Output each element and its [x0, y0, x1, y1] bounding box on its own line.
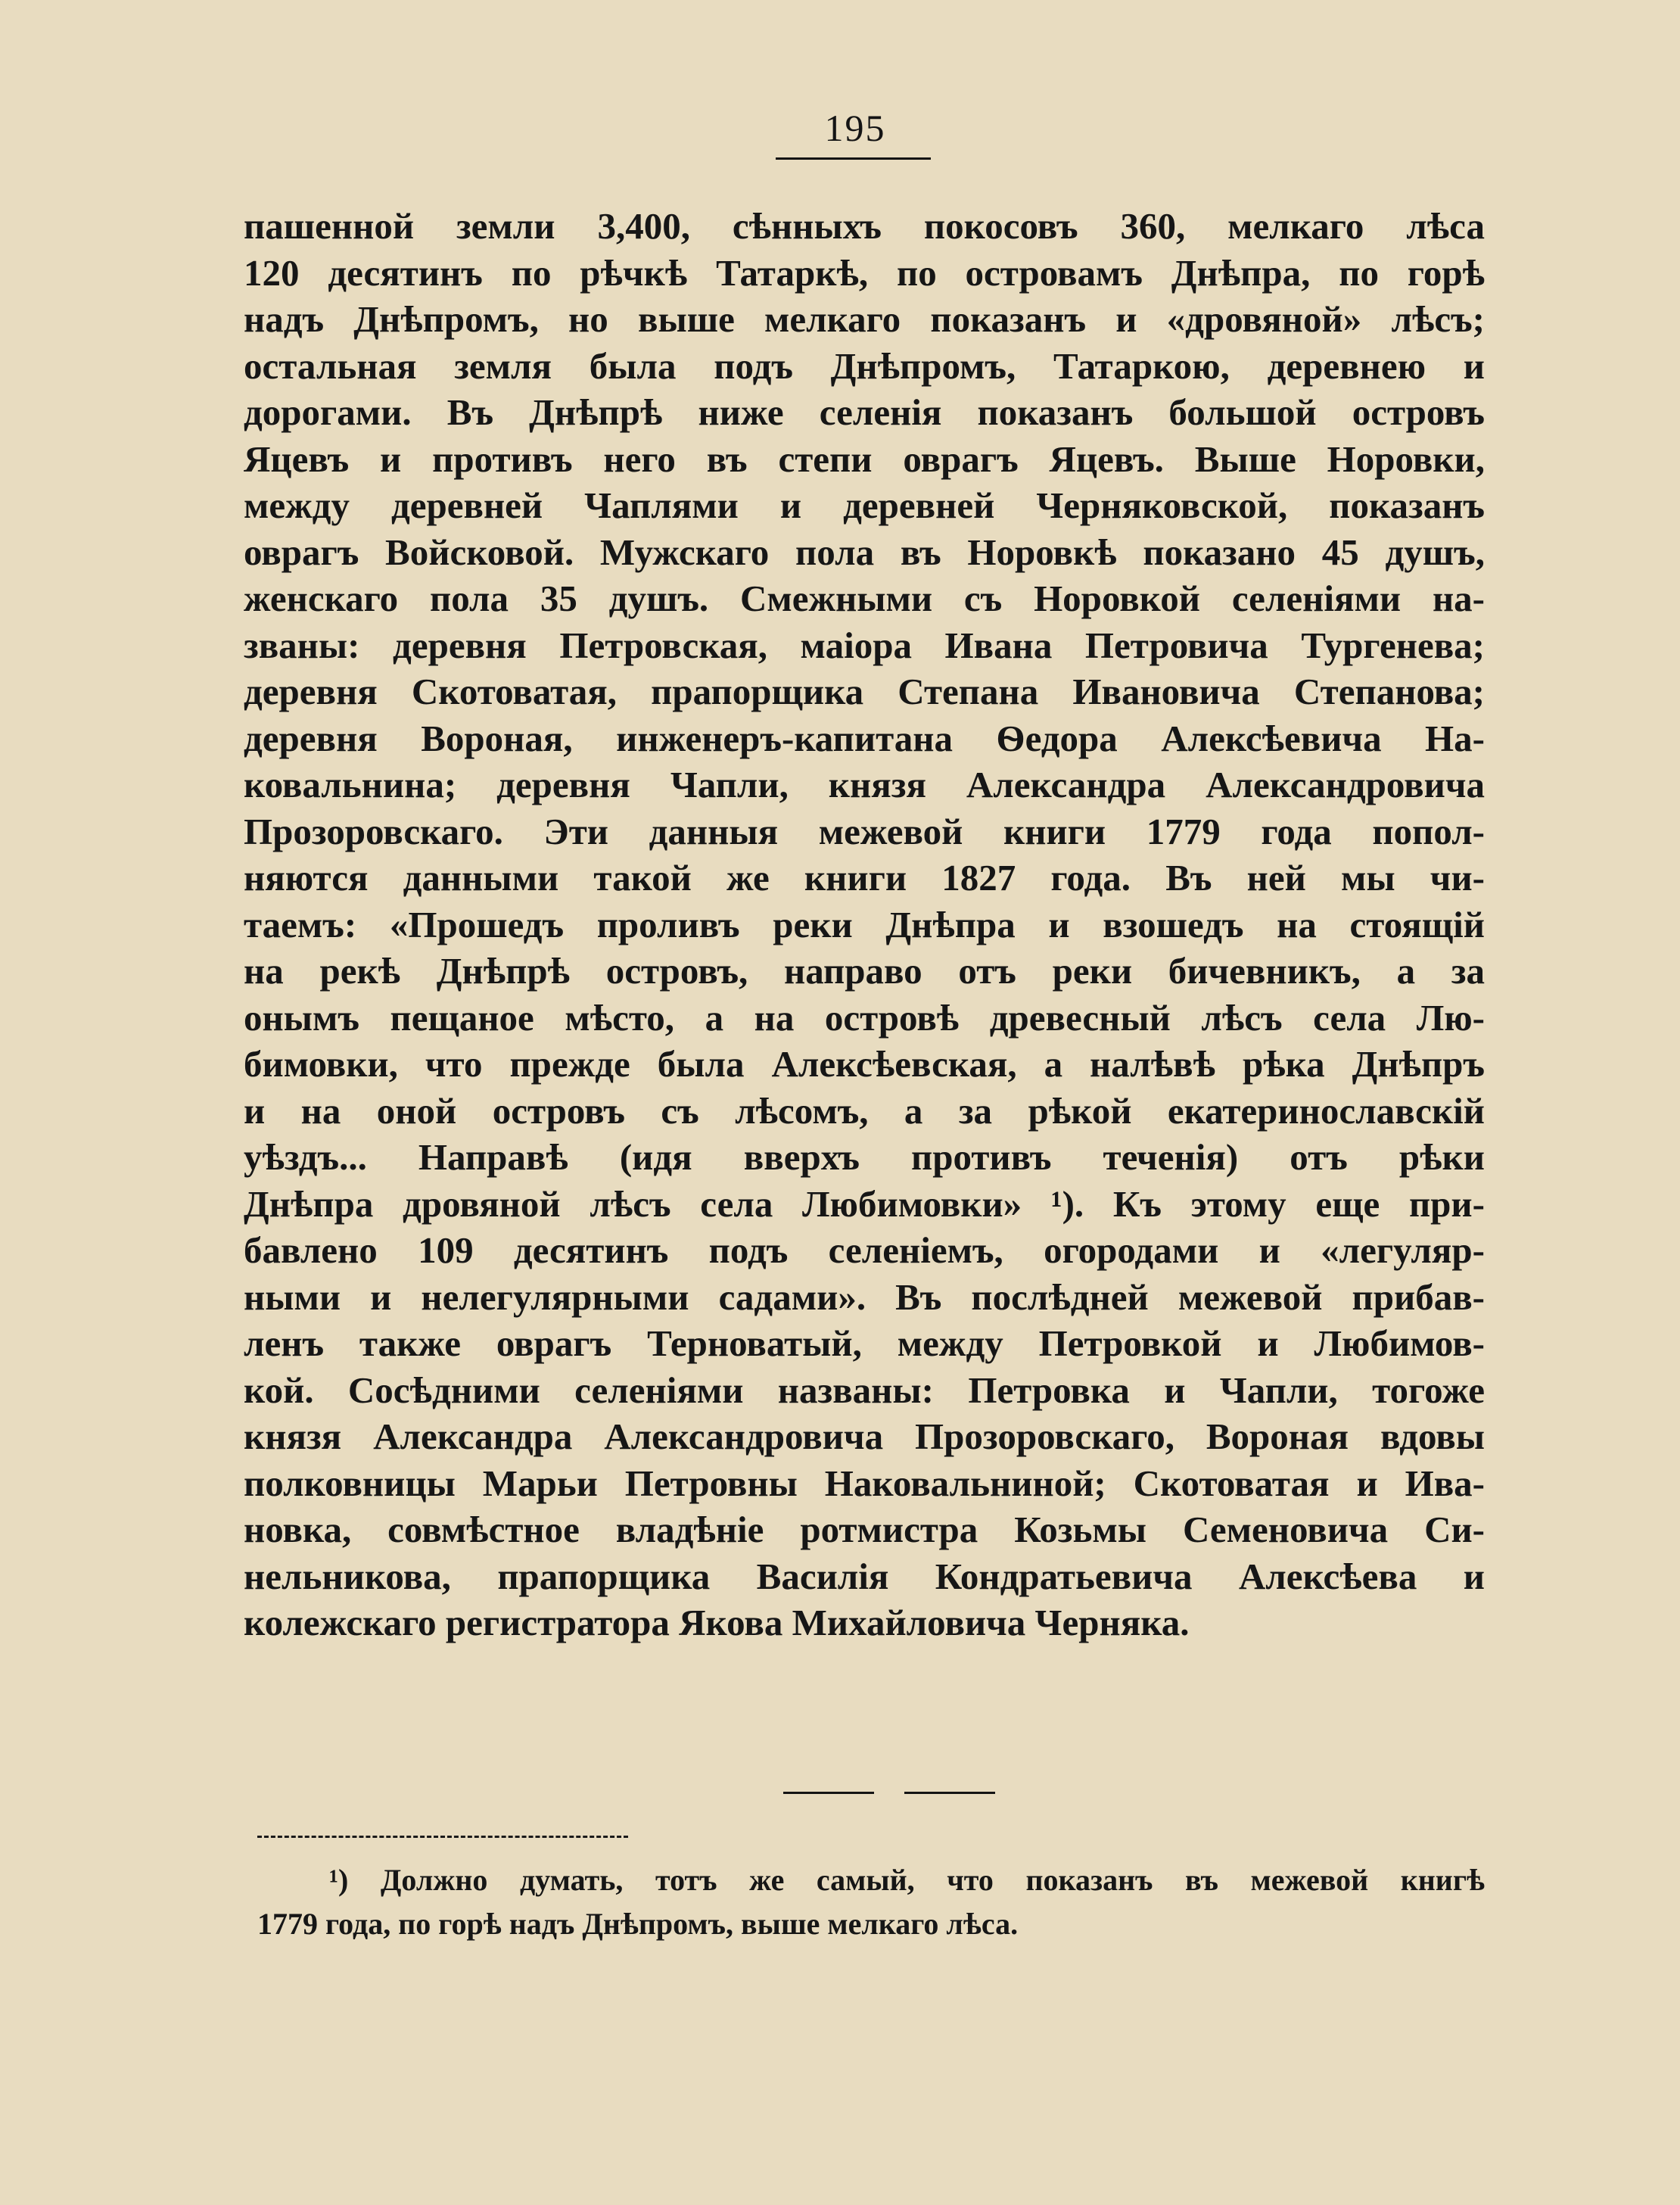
text-line: между деревней Чаплями и деревней Черняковской, показанъ	[244, 484, 1485, 526]
page-number: 195	[824, 107, 886, 149]
body-text	[244, 203, 1485, 1646]
text-line: полковницы Марьи Петровны Наковальниной; Скотоватая и Ива-	[244, 1462, 1485, 1504]
footnote	[257, 1858, 1485, 1946]
text-line: Днѣпра дровяной лѣсъ села Любимовки» ¹). Къ этому еще при-	[244, 1182, 1485, 1225]
footnote-line: ¹) Должно думать, тотъ же самый, что показанъ въ межевой книгѣ	[329, 1863, 1485, 1897]
text-line: бавлено 109 десятинъ подъ селеніемъ, огородами и «легуляр-	[244, 1229, 1485, 1271]
text-line: онымъ пещаное мѣсто, а на островѣ древесный лѣсъ села Лю-	[244, 996, 1485, 1039]
footnote-separator	[257, 1836, 628, 1838]
text-line: ковальнина; деревня Чапли, князя Александра Александровича	[244, 764, 1485, 805]
text-line: женскаго пола 35 душъ. Смежными съ Норовкой селеніями на-	[244, 578, 1485, 619]
text-line: и на оной островъ съ лѣсомъ, а за рѣкой екатеринославскій	[244, 1089, 1485, 1132]
text-line: новка, совмѣстное владѣніе ротмистра Козьмы Семеновича Си-	[244, 1509, 1485, 1550]
text-line: князя Александра Александровича Прозоровскаго, Вороная вдовы	[244, 1415, 1485, 1457]
text-line: колежскаго регистратора Якова Михайловича Черняка.	[244, 1602, 1190, 1643]
text-line: 120 десятинъ по рѣчкѣ Татаркѣ, по островамъ Днѣпра, по горѣ	[244, 251, 1485, 294]
text-line: оврагъ Войсковой. Мужскаго пола въ Норовкѣ показано 45 душъ,	[244, 531, 1485, 573]
text-line: Прозоровскаго. Эти данныя межевой книги 1779 года попол-	[244, 810, 1485, 852]
text-line: званы: деревня Петровская, маіора Ивана Петровича Тургенева;	[244, 624, 1485, 666]
text-line: ленъ также оврагъ Терноватый, между Петровкой и Любимов-	[244, 1322, 1485, 1364]
text-line: ными и нелегулярными садами». Въ послѣдней межевой прибав-	[244, 1275, 1485, 1318]
section-end-rule	[904, 1792, 995, 1794]
text-line: деревня Вороная, инженеръ-капитана Ѳедора Алексѣевича На-	[244, 717, 1485, 759]
text-line: остальная земля была подъ Днѣпромъ, Татаркою, деревнею и	[244, 344, 1485, 387]
text-line: надъ Днѣпромъ, но выше мелкаго показанъ и «дровяной» лѣсъ;	[244, 298, 1485, 340]
page-number-underline	[776, 157, 931, 160]
text-line: дорогами. Въ Днѣпрѣ ниже селенія показанъ большой островъ	[244, 391, 1485, 433]
footnote-line: 1779 года, по горѣ надъ Днѣпромъ, выше мелкаго лѣса.	[257, 1907, 1019, 1941]
text-line: на рекѣ Днѣпрѣ островъ, направо отъ реки бичевникъ, а за	[244, 950, 1485, 992]
text-line: нельникова, прапорщика Василія Кондратьевича Алексѣева и	[244, 1555, 1485, 1597]
text-line: таемъ: «Прошедъ проливъ реки Днѣпра и взошедъ на стоящій	[244, 903, 1485, 945]
text-line: пашенной земли 3,400, сѣнныхъ покосовъ 360, мелкаго лѣса	[244, 205, 1485, 247]
text-line: Яцевъ и противъ него въ степи оврагъ Яцевъ. Выше Норовки,	[244, 438, 1485, 480]
section-end-rule	[783, 1792, 874, 1794]
text-line: няются данными такой же книги 1827 года. Въ ней мы чи-	[244, 857, 1485, 899]
text-line: деревня Скотоватая, прапорщика Степана Ивановича Степанова;	[244, 671, 1485, 712]
text-line: бимовки, что прежде была Алексѣевская, а налѣвѣ рѣка Днѣпръ	[244, 1043, 1485, 1085]
text-line: уѣздъ... Направѣ (идя вверхъ противъ теченія) отъ рѣки	[244, 1136, 1485, 1178]
text-line: кой. Сосѣдними селеніями названы: Петровка и Чапли, тогоже	[244, 1369, 1485, 1411]
